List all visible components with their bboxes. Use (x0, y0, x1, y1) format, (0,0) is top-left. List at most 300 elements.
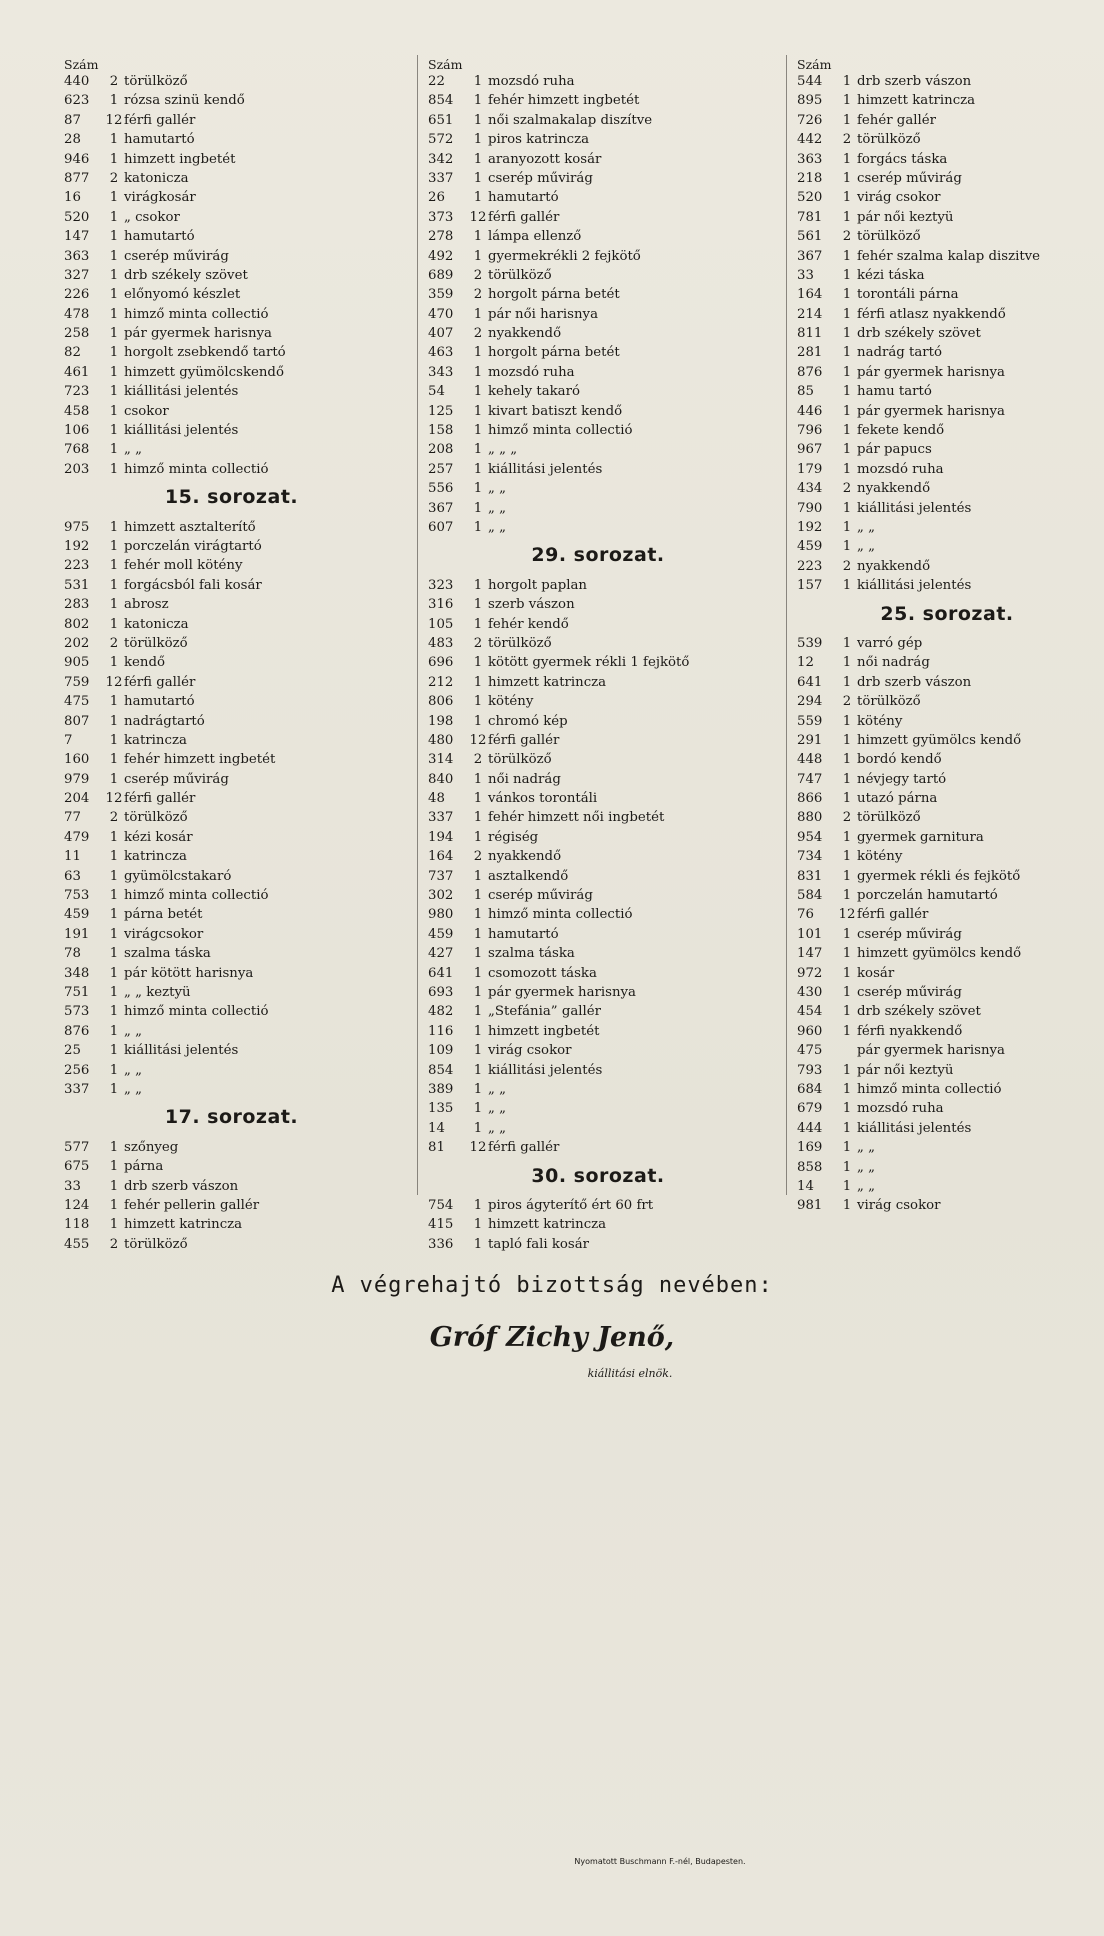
list-item (64, 556, 399, 575)
list-item (428, 905, 768, 924)
item-description: pár női harisnya (488, 306, 598, 322)
item-number: 811 (797, 326, 823, 342)
item-quantity: 12 (469, 209, 487, 225)
item-number: 54 (428, 384, 445, 400)
list-item (797, 905, 1097, 924)
item-number: 78 (64, 946, 81, 962)
item-number: 806 (428, 694, 454, 710)
item-description: „ „ (124, 442, 143, 458)
list-item (64, 925, 399, 944)
item-quantity: 1 (473, 1062, 483, 1078)
column-divider (417, 55, 418, 1195)
item-description: szalma táska (124, 946, 211, 962)
list-item (797, 731, 1097, 750)
item-quantity: 1 (109, 364, 119, 380)
item-quantity: 1 (109, 190, 119, 206)
item-description: virágkosár (124, 190, 196, 206)
item-number: 294 (797, 694, 823, 710)
item-description: rózsa szinü kendő (124, 93, 245, 109)
item-description: pár női keztyü (857, 209, 954, 225)
item-number: 478 (64, 306, 90, 322)
item-number: 223 (797, 558, 823, 574)
item-number: 981 (797, 1198, 823, 1214)
list-item (64, 692, 399, 711)
item-number: 434 (797, 481, 823, 497)
item-description: katrincza (124, 732, 187, 748)
item-quantity: 1 (473, 791, 483, 807)
item-description: férfi gallér (124, 674, 196, 690)
printer-imprint: Nyomatott Buschmann F.-nél, Budapesten. (574, 1857, 746, 1866)
item-description: „ „ (124, 1081, 143, 1097)
list-item (797, 1002, 1097, 1021)
signature-role: kiállitási elnök. (587, 1367, 673, 1380)
item-number: 223 (64, 558, 90, 574)
item-quantity: 1 (109, 771, 119, 787)
list-item (797, 266, 1097, 285)
item-quantity: 1 (473, 597, 483, 613)
item-quantity: 1 (109, 326, 119, 342)
item-number: 179 (797, 461, 823, 477)
item-quantity: 1 (109, 423, 119, 439)
item-description: kiállitási jelentés (857, 578, 972, 594)
item-description: „ „ (857, 539, 876, 555)
item-quantity: 1 (473, 984, 483, 1000)
item-number: 327 (64, 267, 90, 283)
item-quantity: 1 (109, 539, 119, 554)
item-number: 876 (64, 1023, 90, 1039)
item-number: 12 (797, 655, 814, 671)
item-quantity: 2 (473, 326, 483, 342)
item-description: gyermek garnitura (857, 829, 984, 845)
item-quantity: 2 (842, 229, 852, 245)
item-description: pár gyermek harisnya (124, 326, 272, 342)
item-quantity: 1 (109, 1004, 119, 1020)
item-quantity: 1 (473, 481, 483, 497)
item-description: virág csokor (857, 1198, 941, 1214)
list-item (428, 1080, 768, 1099)
item-quantity: 1 (109, 1217, 119, 1233)
item-description: régiség (488, 829, 539, 845)
list-item (797, 944, 1097, 963)
item-quantity: 1 (842, 1159, 852, 1175)
item-number: 651 (428, 112, 454, 128)
item-quantity: 1 (842, 791, 852, 807)
item-description: névjegy tartó (857, 771, 947, 787)
item-quantity: 2 (473, 849, 483, 865)
item-number: 164 (797, 287, 823, 303)
item-quantity: 2 (842, 481, 852, 497)
item-description: himzett gyümölcs kendő (857, 946, 1022, 962)
item-description: fehér himzett ingbetét (124, 752, 276, 768)
item-number: 446 (797, 403, 823, 419)
item-quantity: 1 (109, 577, 119, 593)
item-description: törülköző (124, 1236, 188, 1252)
item-description: „ „ (488, 1120, 507, 1136)
list-item (428, 692, 768, 711)
item-number: 105 (428, 616, 454, 632)
list-item (64, 150, 399, 169)
item-number: 790 (797, 500, 823, 516)
item-description: cserép művirág (124, 248, 229, 264)
item-number: 556 (428, 481, 454, 497)
item-quantity: 1 (473, 674, 483, 690)
item-quantity: 1 (473, 655, 483, 671)
item-number: 14 (428, 1120, 445, 1136)
item-number: 26 (428, 190, 445, 206)
item-number: 343 (428, 364, 454, 380)
item-number: 337 (428, 810, 454, 826)
item-number: 11 (64, 849, 81, 865)
item-description: katonicza (124, 616, 189, 632)
item-description: hamu tartó (857, 384, 932, 400)
item-quantity: 1 (109, 616, 119, 632)
item-quantity: 1 (842, 190, 852, 206)
item-number: 520 (797, 190, 823, 206)
item-description: férfi nyakkendő (857, 1023, 963, 1039)
item-quantity: 12 (838, 907, 856, 923)
item-quantity: 1 (473, 1081, 483, 1097)
item-quantity: 1 (109, 1139, 119, 1155)
item-quantity: 1 (842, 771, 852, 787)
item-description: kiállitási jelentés (857, 500, 972, 516)
item-quantity: 1 (842, 888, 852, 904)
list-item (797, 653, 1097, 672)
item-quantity: 1 (842, 403, 852, 419)
item-description: himző minta collectió (488, 907, 633, 923)
item-description: „ „ (488, 1081, 507, 1097)
item-quantity: 1 (842, 539, 852, 555)
item-description: fehér gallér (857, 112, 936, 128)
item-description: mozsdó ruha (857, 1101, 944, 1117)
item-quantity: 1 (473, 306, 483, 322)
item-description: kötött gyermek rékli 1 fejkötő (488, 655, 690, 671)
item-description: törülköző (857, 229, 921, 245)
item-number: 76 (797, 907, 814, 923)
item-number: 302 (428, 888, 454, 904)
item-description: nadrág tartó (857, 345, 943, 361)
item-number: 226 (64, 287, 90, 303)
item-number: 147 (797, 946, 823, 962)
list-item (64, 770, 399, 789)
item-description: törülköző (857, 694, 921, 710)
item-description: párna betét (124, 907, 203, 923)
list-item (797, 1158, 1097, 1177)
item-quantity: 1 (473, 946, 483, 962)
list-item (797, 440, 1097, 459)
item-quantity: 1 (109, 132, 119, 148)
list-item (797, 479, 1097, 498)
item-description: női szalmakalap diszítve (488, 112, 653, 128)
column-2 (428, 55, 768, 1254)
item-description: kötény (857, 849, 903, 865)
list-item (797, 828, 1097, 847)
list-item (64, 169, 399, 188)
list-item (428, 750, 768, 769)
item-number: 124 (64, 1197, 90, 1213)
list-item (428, 1235, 768, 1254)
list-item (797, 692, 1097, 711)
item-quantity: 1 (842, 384, 852, 400)
item-number: 389 (428, 1081, 454, 1097)
item-quantity: 2 (473, 752, 483, 768)
item-description: lámpa ellenző (488, 229, 582, 245)
item-description: cserép művirág (857, 926, 962, 942)
item-number: 135 (428, 1101, 454, 1117)
item-description: „ csokor (124, 209, 180, 225)
item-quantity: 1 (842, 1081, 852, 1097)
list-item (428, 111, 768, 130)
item-description: cserép művirág (488, 170, 593, 186)
item-number: 198 (428, 713, 454, 729)
item-quantity: 1 (473, 442, 483, 458)
item-number: 106 (64, 423, 90, 439)
item-number: 866 (797, 791, 823, 807)
item-description: himzett katrincza (488, 674, 607, 690)
item-quantity: 1 (473, 229, 483, 245)
item-quantity: 1 (842, 287, 852, 303)
item-number: 684 (797, 1081, 823, 1097)
item-quantity: 1 (842, 829, 852, 845)
list-item (797, 421, 1097, 440)
item-quantity: 1 (842, 93, 852, 109)
item-quantity: 1 (109, 829, 119, 845)
item-quantity: 1 (842, 519, 852, 535)
list-item (64, 460, 399, 479)
item-number: 81 (428, 1140, 445, 1156)
item-description: pár gyermek harisnya (857, 364, 1005, 380)
list-item (64, 1061, 399, 1080)
column-header: Szám (797, 57, 832, 72)
item-number: 573 (64, 1004, 90, 1020)
list-item (428, 130, 768, 149)
item-quantity: 1 (473, 713, 483, 729)
list-item (64, 111, 399, 130)
list-item (797, 750, 1097, 769)
list-item (428, 343, 768, 362)
item-number: 191 (64, 926, 90, 942)
list-item (797, 537, 1097, 556)
item-description: katonicza (124, 170, 189, 186)
item-number: 7 (64, 732, 73, 748)
item-quantity: 2 (842, 810, 852, 826)
item-quantity: 1 (109, 248, 119, 264)
item-quantity: 1 (109, 558, 119, 574)
list-item (797, 305, 1097, 324)
item-number: 157 (797, 578, 823, 594)
item-number: 723 (64, 384, 90, 400)
item-description: törülköző (857, 810, 921, 826)
item-quantity: 1 (473, 829, 483, 845)
list-item (64, 1080, 399, 1099)
item-quantity: 1 (109, 151, 119, 167)
item-description: kézi táska (857, 267, 925, 283)
list-item (428, 499, 768, 518)
item-number: 147 (64, 229, 90, 245)
item-quantity: 1 (842, 209, 852, 225)
item-number: 831 (797, 868, 823, 884)
item-description: mozsdó ruha (857, 461, 944, 477)
list-item (428, 440, 768, 459)
item-quantity: 1 (109, 287, 119, 303)
item-description: himző minta collectió (124, 1004, 269, 1020)
item-description: fehér kendő (488, 616, 569, 632)
item-description: aranyozott kosár (488, 151, 602, 167)
item-number: 33 (797, 267, 814, 283)
item-quantity: 1 (842, 926, 852, 942)
list-item (428, 847, 768, 866)
item-description: forgácsból fali kosár (124, 577, 262, 593)
item-description: „ „ (488, 481, 507, 497)
item-number: 22 (428, 74, 445, 89)
item-description: himzett gyümölcskendő (124, 364, 284, 380)
item-description: mozsdó ruha (488, 74, 575, 89)
list-item (64, 1138, 399, 1157)
item-number: 980 (428, 907, 454, 923)
item-quantity: 1 (473, 403, 483, 419)
item-description: gyermek rékli és fejkötő (857, 868, 1021, 884)
item-quantity: 2 (842, 694, 852, 710)
item-quantity: 1 (109, 888, 119, 904)
item-description: „Stefánia” gallér (488, 1004, 601, 1020)
item-description: „ „ (124, 1062, 143, 1078)
series-heading: 17. sorozat. (164, 1106, 299, 1129)
item-description: férfi gallér (124, 112, 196, 128)
item-quantity: 2 (473, 635, 483, 651)
item-quantity: 1 (109, 306, 119, 322)
list-item (64, 673, 399, 692)
item-quantity: 1 (473, 170, 483, 186)
list-item (797, 983, 1097, 1002)
list-item (797, 227, 1097, 246)
item-description: pár női keztyü (857, 1062, 954, 1078)
item-number: 63 (64, 868, 81, 884)
item-description: asztalkendő (488, 868, 569, 884)
item-description: kiállitási jelentés (124, 1043, 239, 1059)
item-description: törülköző (488, 267, 552, 283)
item-quantity: 2 (109, 810, 119, 826)
item-number: 696 (428, 655, 454, 671)
item-description: cserép művirág (488, 888, 593, 904)
item-quantity: 1 (109, 752, 119, 768)
item-number: 440 (64, 74, 90, 89)
list-item (64, 615, 399, 634)
item-description: tapló fali kosár (488, 1236, 590, 1252)
item-number: 363 (797, 151, 823, 167)
item-number: 461 (64, 364, 90, 380)
item-quantity: 1 (473, 1023, 483, 1039)
item-description: himző minta collectió (124, 888, 269, 904)
list-item (428, 91, 768, 110)
list-item (428, 72, 768, 91)
item-quantity: 1 (473, 577, 483, 593)
item-description: női nadrág (488, 771, 561, 787)
item-quantity: 1 (109, 1043, 119, 1059)
item-number: 194 (428, 829, 454, 845)
item-number: 693 (428, 984, 454, 1000)
item-quantity: 1 (473, 384, 483, 400)
item-description: piros ágyterítő ért 60 frt (488, 1197, 654, 1213)
item-description: cserép művirág (857, 984, 962, 1000)
item-description: kiállitási jelentés (488, 1062, 603, 1078)
item-description: piros katrincza (488, 132, 590, 148)
item-quantity: 1 (109, 209, 119, 225)
item-number: 85 (797, 384, 814, 400)
item-description: párna (124, 1159, 164, 1175)
item-number: 584 (797, 888, 823, 904)
item-number: 858 (797, 1159, 823, 1175)
list-item (428, 731, 768, 750)
item-number: 641 (797, 674, 823, 690)
item-quantity: 1 (473, 771, 483, 787)
item-description: pár papucs (857, 442, 932, 458)
item-number: 531 (64, 577, 90, 593)
list-item (64, 382, 399, 401)
item-number: 480 (428, 732, 454, 748)
list-item (64, 343, 399, 362)
item-description: hamutartó (488, 190, 559, 206)
list-item (797, 518, 1097, 537)
item-description: „ „ (124, 1023, 143, 1039)
item-quantity: 1 (842, 752, 852, 768)
item-description: himzett katrincza (857, 93, 976, 109)
list-item (797, 285, 1097, 304)
series-heading: 29. sorozat. (531, 544, 665, 567)
item-description: férfi gallér (488, 1140, 560, 1156)
item-description: kiállitási jelentés (488, 461, 603, 477)
item-quantity: 2 (473, 267, 483, 283)
list-item (64, 227, 399, 246)
item-quantity: 1 (109, 1062, 119, 1078)
item-quantity: 1 (109, 1159, 119, 1175)
item-description: kivart batiszt kendő (488, 403, 623, 419)
item-quantity: 1 (842, 849, 852, 865)
item-description: pár gyermek harisnya (857, 403, 1005, 419)
item-number: 118 (64, 1217, 90, 1233)
item-description: porczelán virágtartó (124, 539, 262, 554)
item-description: kötény (488, 694, 534, 710)
item-number: 737 (428, 868, 454, 884)
item-description: horgolt zsebkendő tartó (124, 345, 286, 361)
item-quantity: 1 (842, 306, 852, 322)
item-description: „ „ „ (488, 442, 518, 458)
item-quantity: 1 (109, 946, 119, 962)
list-item (797, 867, 1097, 886)
item-number: 492 (428, 248, 454, 264)
item-number: 577 (64, 1139, 90, 1155)
list-item (797, 673, 1097, 692)
list-item (64, 1157, 399, 1176)
item-number: 455 (64, 1236, 90, 1252)
item-quantity: 1 (109, 597, 119, 613)
item-number: 475 (797, 1043, 823, 1059)
item-description: hamutartó (124, 132, 195, 148)
item-number: 442 (797, 132, 823, 148)
item-description: fehér himzett ingbetét (488, 93, 640, 109)
list-item (64, 247, 399, 266)
item-quantity: 1 (109, 655, 119, 671)
item-number: 291 (797, 732, 823, 748)
item-number: 623 (64, 93, 90, 109)
item-number: 463 (428, 345, 454, 361)
item-description: fehér moll kötény (124, 558, 243, 574)
item-number: 314 (428, 752, 454, 768)
item-number: 754 (428, 1197, 454, 1213)
item-number: 337 (64, 1081, 90, 1097)
item-number: 458 (64, 403, 90, 419)
item-description: himzett gyümölcs kendő (857, 732, 1022, 748)
item-quantity: 12 (105, 791, 123, 807)
item-description: „ „ (488, 519, 507, 535)
